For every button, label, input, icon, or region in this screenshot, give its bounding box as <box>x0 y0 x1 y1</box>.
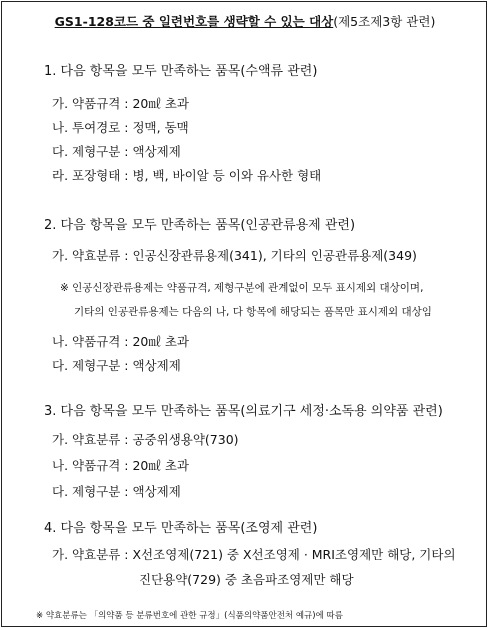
section-1-item-na: 나. 투여경로 : 정맥, 동맥 <box>52 120 189 135</box>
section-1-item-ra: 라. 포장형태 : 병, 백, 바이알 등 이와 유사한 형태 <box>52 168 322 183</box>
section-2-item-da: 다. 제형구분 : 액상제제 <box>52 358 181 373</box>
title-suffix: (제5조제3항 관련) <box>333 14 436 29</box>
title-underlined: GS1-128코드 중 일련번호를 생략할 수 있는 대상 <box>54 14 334 29</box>
section-3-item-da: 다. 제형구분 : 액상제제 <box>52 484 181 499</box>
section-3-item-ga: 가. 약효분류 : 공중위생용약(730) <box>52 432 239 447</box>
section-4-heading: 4. 다음 항목을 모두 만족하는 품목(조영제 관련) <box>44 521 318 536</box>
section-2-item-na: 나. 약품규격 : 20㎖ 초과 <box>52 334 190 349</box>
section-3-heading: 3. 다음 항목을 모두 만족하는 품목(의료기구 세정·소독용 의약품 관련) <box>44 404 443 419</box>
section-4-item-ga-line1: 가. 약효분류 : X선조영제(721) 중 X선조영제 · MRI조영제만 해당, 기타의 <box>52 547 456 562</box>
section-2-note-line2: 기타의 인공관류용제는 다음의 나, 다 항목에 해당되는 품목만 표시제외 대상임 <box>74 306 432 318</box>
section-1-item-da: 다. 제형구분 : 액상제제 <box>52 144 181 159</box>
document-title <box>2 14 488 30</box>
document-page <box>1 1 487 627</box>
section-2-item-ga: 가. 약효분류 : 인공신장관류용제(341), 기타의 인공관류용제(349) <box>52 248 417 263</box>
section-2-heading: 2. 다음 항목을 모두 만족하는 품목(인공관류용제 관련) <box>44 218 356 233</box>
section-4-item-ga-line2: 진단용약(729) 중 초음파조영제만 해당 <box>139 572 354 587</box>
section-1-heading: 1. 다음 항목을 모두 만족하는 품목(수액류 관련) <box>44 64 318 79</box>
section-1-item-ga: 가. 약품규격 : 20㎖ 초과 <box>52 96 190 111</box>
footnote: ※ 약효분류는 「의약품 등 분류번호에 관한 규정」(식품의약품안전처 예규)에 따름 <box>36 611 343 621</box>
section-2-note-line1: ※ 인공신장관류용제는 약품규격, 제형구분에 관계없이 모두 표시제외 대상이며, <box>60 282 424 294</box>
section-3-item-na: 나. 약품규격 : 20㎖ 초과 <box>52 458 190 473</box>
